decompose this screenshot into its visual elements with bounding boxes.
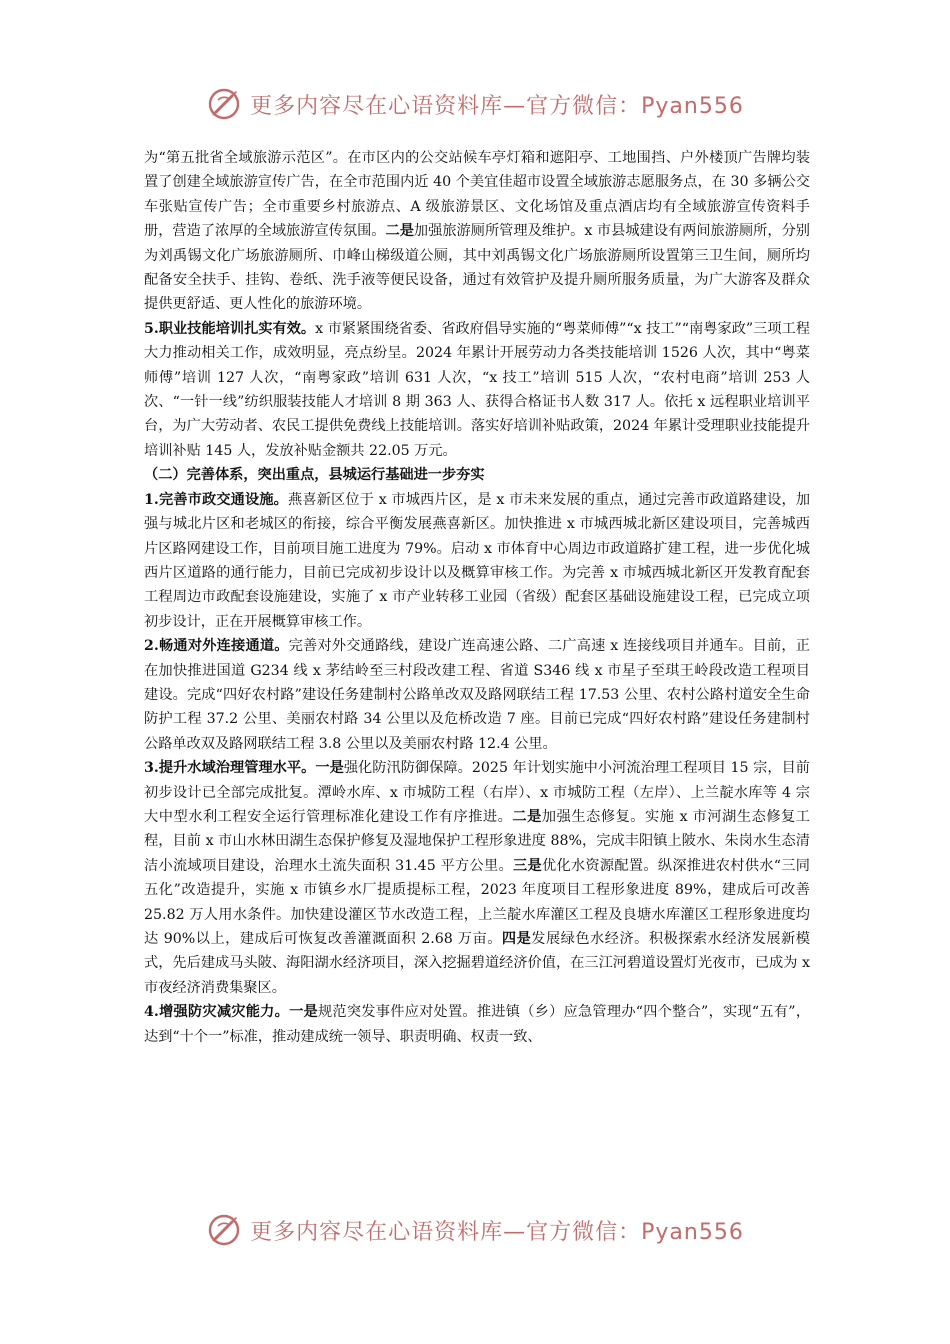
paragraph [144,488,810,634]
header-watermark [0,82,950,126]
paragraph [144,756,810,1000]
text-segment: 规范突发事件应对处置。推进镇（乡）应急管理办“四个整合”，实现“五有”，达到“十个一”标准，推动建成统一领导、职责明确、权责一致、 [144,1004,811,1045]
text-segment: x 市紧紧围绕省委、省政府倡导实施的“粤菜师傅”“x 技工”“南粤家政”三项工程大力推动相关工作，成效明显，亮点纷呈。2024 年累计开展劳动力各类技能培训 1526 人次，其中“粤菜师傅”培训 127 人次，“南粤家政”培训 631 人次，“x 技工”培训 515 人次，“农村电商”培训 253 人次、“一针一线”纺织服装技能人才培训 8 期 363 人、获得合格证书人数 317 人。依托 x 远程职业培训平台，为广大劳动者、农民工提供免费线上技能培训。落实好培训补贴政策，2024 年累计受理职业技能提升培训补贴 145 人，发放补贴金额共 22.05 万元。 [144,320,810,459]
text-segment: 优化水资源配置。纵深推进农村供水“三同五化”改造提升，实施 x 市镇乡水厂提质提标工程，2023 年度项目工程形象进度 89%，建成后可改善 25.82 万人用水条件。加快建设灌区节水改造工程，上兰靛水库灌区工程及良塘水库灌区工程形象进度均达 90%以上，建成后可恢复改善灌溉面积 2.68 万亩。 [144,857,810,947]
paragraph [144,634,810,756]
bold-text-segment: 二是 [512,808,542,825]
brush-logo-icon [206,86,242,122]
text-segment: 为“第五批省全域旅游示范区”。在市区内的公交站候车亭灯箱和遮阳亭、工地围挡、户外楼顶广告牌均装置了创建全域旅游宣传广告，在全市范围内近 40 个美宜佳超市设置全域旅游志愿服务点，在 30 多辆公交车张贴宣传广告；全市重要乡村旅游点、A 级旅游景区、文化场馆及重点酒店均有全域旅游宣传资料手册，营造了浓厚的全域旅游宣传氛围。 [144,150,810,240]
text-segment: 燕喜新区位于 x 市城西片区，是 x 市未来发展的重点，通过完善市政道路建设，加强与城北片区和老城区的衔接，综合平衡发展燕喜新区。加快推进 x 市城西城北新区建设项目，完善城西片区路网建设工作，目前项目施工进度为 79%。启动 x 市体育中心周边市政道路扩建工程，进一步优化城西片区道路的通行能力，目前已完成初步设计以及概算审核工作。为完善 x 市城西城北新区开发教育配套工程周边市政配套设施建设，实施了 x 市产业转移工业园（省级）配套区基础设施建设工程，已完成立项初步设计，正在开展概算审核工作。 [144,491,811,630]
footer-watermark [0,1208,950,1252]
text-segment: 发展绿色水经济。积极探索水经济发展新模式，先后建成马头陂、海阳湖水经济项目，深入挖掘碧道经济价值，在三江河碧道设置灯光夜市，已成为 x 市夜经济消费集聚区。 [144,931,810,996]
bold-text-segment: 3.提升水域治理管理水平。一是 [144,760,344,777]
text-segment: 加强生态修复。实施 x 市河湖生态修复工程，目前 x 市山水林田湖生态保护修复及湿地保护工程形象进度 88%，完成丰阳镇上陂水、朱岗水生态清洁小流域项目建设，治理水土流失面积 31.45 平方公里。 [144,808,810,874]
paragraph [144,1000,810,1049]
bold-text-segment: 二是 [385,223,414,240]
text-segment: 强化防汛防御保障。2025 年计划实施中小河流治理工程项目 15 宗，目前初步设计已全部完成批复。潭岭水库、x 市城防工程（右岸）、x 市城防工程（左岸）、上兰靛水库等 4 宗大中型水利工程安全运行管理标准化建设工作有序推进。 [144,760,810,825]
brush-logo-icon [206,1212,242,1248]
bold-text-segment: 4.增强防灾减灾能力。一是 [144,1004,318,1021]
paragraph [144,317,810,463]
bold-text-segment: 四是 [501,931,532,947]
text-segment: 加强旅游厕所管理及维护。x 市县城建设有两间旅游厕所，分别为刘禹锡文化广场旅游厕所、巾峰山梯级道公厕，其中刘禹锡文化广场旅游厕所设置第三卫生间，厕所均配备安全扶手、挂钩、卷纸、洗手液等便民设备，通过有效管护及提升厕所服务质量，为广大游客及群众提供更舒适、更人性化的旅游环境。 [144,223,810,313]
paragraph [144,463,810,487]
paragraph [144,146,810,317]
watermark-text: 更多内容尽在心语资料库—官方微信：Pyan556 [250,1219,744,1245]
bold-text-segment: 5.职业技能培训扎实有效。 [144,320,316,337]
bold-text-segment: 三是 [512,857,542,874]
watermark-text: 更多内容尽在心语资料库—官方微信：Pyan556 [250,93,744,119]
document-body [144,146,810,1049]
bold-text-segment: （二）完善体系，突出重点，县城运行基础进一步夯实 [144,467,485,484]
bold-text-segment: 1.完善市政交通设施。 [144,491,289,508]
text-segment: 完善对外交通路线，建设广连高速公路、二广高速 x 连接线项目并通车。目前，正在加快推进国道 G234 线 x 茅结岭至三村段改建工程、省道 S346 线 x 市星子至琪王岭段改造工程项目建设。完成“四好农村路”建设任务建制村公路单改双及路网联结工程 17.53 公里、农村公路村道安全生命防护工程 37.2 公里、美丽农村路 34 公里以及危桥改造 7 座。目前已完成“四好农村路”建设任务建制村公路单改双及路网联结工程 3.8 公里以及美丽农村路 12.4 公里。 [144,638,810,752]
bold-text-segment: 2.畅通对外连接通道。 [144,638,289,655]
